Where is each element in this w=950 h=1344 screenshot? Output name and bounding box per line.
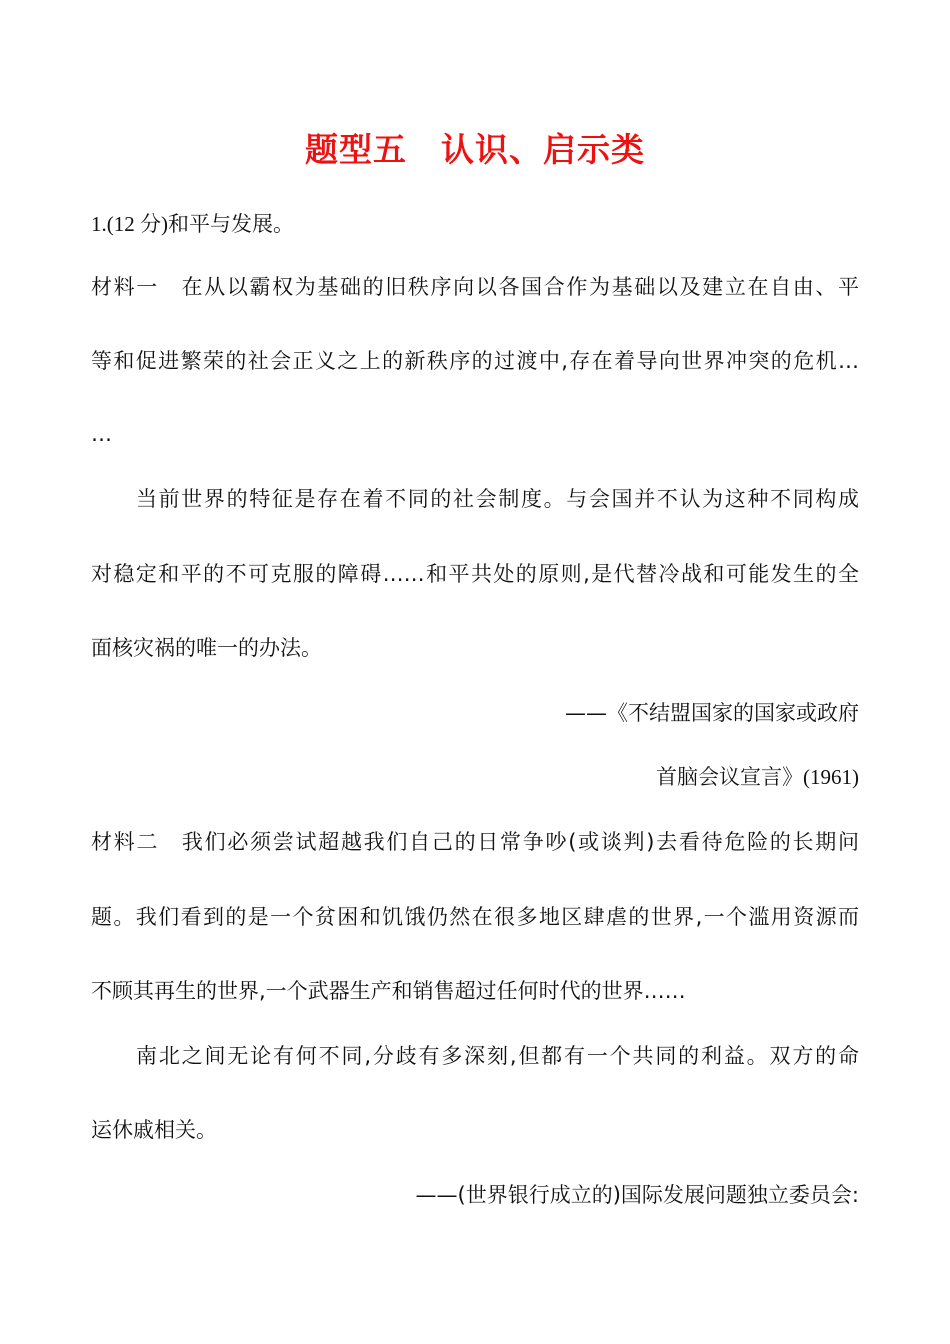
material1-source-year: (1961) — [803, 765, 859, 789]
page-title: 题型五 认识、启示类 — [305, 130, 645, 169]
question-heading — [91, 209, 859, 239]
material2-source-1: ——(世界银行成立的)国际发展问题独立委员会: — [415, 1183, 859, 1207]
material1-line-5: 对稳定和平的不可克服的障碍……和平共处的原则,是代替冷战和可能发生的全 — [91, 562, 859, 586]
material1-source-title-end: 首脑会议宣言》 — [656, 765, 803, 789]
material2-line-1: 材料二 我们必须尝试超越我们自己的日常争吵(或谈判)去看待危险的长期问 — [91, 830, 859, 854]
material1-line-2: 等和促进繁荣的社会正义之上的新秩序的过渡中,存在着导向世界冲突的危机… — [91, 349, 859, 373]
material2-line-4: 南北之间无论有何不同,分歧有多深刻,但都有一个共同的利益。双方的命 — [136, 1044, 859, 1068]
material1-line-4: 当前世界的特征是存在着不同的社会制度。与会国并不认为这种不同构成 — [136, 487, 859, 511]
material2-line-5: 运休戚相关。 — [91, 1118, 217, 1142]
question-topic: 和平与发展。 — [168, 212, 294, 236]
material1-line-6: 面核灾祸的唯一的办法。 — [91, 636, 322, 660]
material1-line-3: … — [91, 422, 112, 446]
material2-line-3: 不顾其再生的世界,一个武器生产和销售超过任何时代的世界…… — [91, 979, 686, 1003]
material2-line-2: 题。我们看到的是一个贫困和饥饿仍然在很多地区肆虐的世界,一个滥用资源而 — [91, 905, 859, 929]
material1-line-1: 材料一 在从以霸权为基础的旧秩序向以各国合作为基础以及建立在自由、平 — [91, 275, 859, 299]
material1-source-1: ——《不结盟国家的国家或政府 — [565, 701, 859, 725]
material1-source-2 — [91, 762, 859, 792]
question-number: 1. — [91, 212, 107, 236]
question-points: (12 分) — [106, 212, 168, 236]
